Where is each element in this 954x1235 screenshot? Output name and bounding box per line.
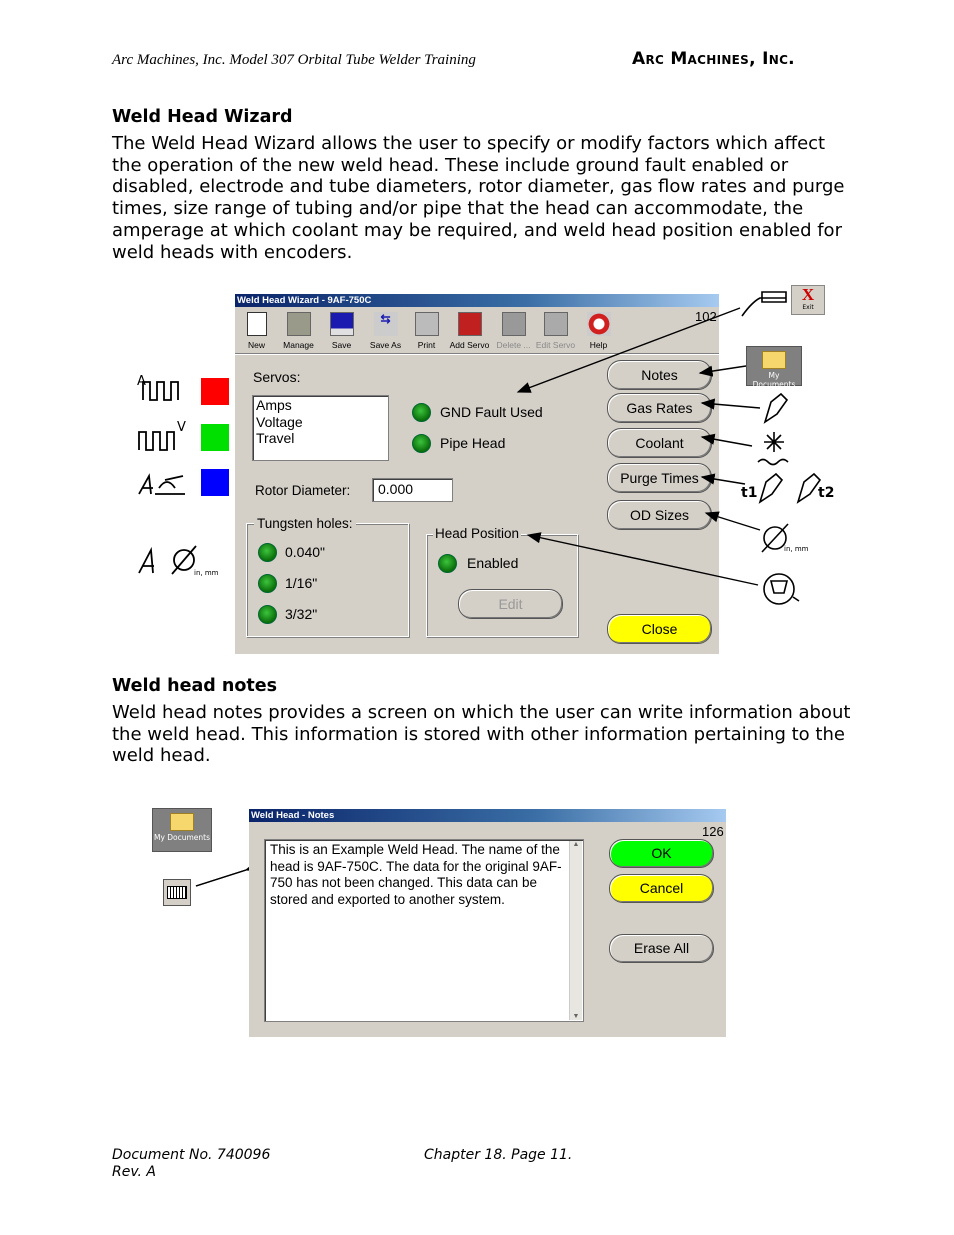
head-position-enabled-led[interactable] [438,554,457,573]
purge-times-button[interactable]: Purge Times [607,463,712,493]
volts-letter: V [177,420,186,435]
manage-icon [287,312,311,336]
gnd-fault-label: GND Fault Used [440,404,543,420]
tungsten-3-32-led[interactable] [258,605,277,624]
voltage-color-swatch [201,424,229,451]
edit-button[interactable]: Edit [458,589,563,619]
gas-nozzle-icon [765,394,787,422]
toolbar-delete-button[interactable]: Delete ... [491,310,536,350]
servo-item[interactable]: Amps [256,397,292,413]
amps-letter: A [137,374,146,389]
rotor-diameter-label: Rotor Diameter: [255,483,351,498]
head-position-group [426,534,578,637]
servo-item[interactable]: Travel [256,430,295,446]
t2-label: t2 [818,485,835,501]
toolbar-new-button[interactable]: New [234,310,279,350]
coolant-button[interactable]: Coolant [607,428,712,458]
tungsten-0040-label: 0.040" [285,544,326,560]
coolant-snowflake-icon [764,432,784,452]
toolbar-print-button[interactable]: Print [404,310,449,350]
notes-window-title: Weld Head - Notes [249,809,726,822]
head-position-label: Head Position [435,526,520,541]
notes-text: This is an Example Weld Head. The name of the head is 9AF-750C. The data for the original 9AF-750 has not been changed. This data can be stored and exported to another system. [270,842,562,907]
screen-number: 102 [695,309,717,324]
units-label: in, mm [194,569,219,577]
footer-page: Chapter 18. Page 11. [424,1147,573,1163]
my-documents-notes-icon: My Documents [152,808,212,852]
purge-t1-icon [760,474,782,502]
ground-fault-icon [742,292,786,316]
pipe-head-led[interactable] [412,434,431,453]
new-document-icon [247,312,267,336]
head-position-icon [764,574,794,604]
travel-torch-icon [139,476,153,494]
rotor-diameter-input[interactable]: 0.000 [372,478,453,502]
servos-label: Servos: [253,369,301,385]
erase-all-button[interactable]: Erase All [609,934,714,963]
volts-waveform-icon [139,432,174,450]
head-position-enabled-label: Enabled [467,555,519,571]
amps-waveform-icon [143,382,178,400]
gas-rates-button[interactable]: Gas Rates [607,393,712,423]
ok-button[interactable]: OK [609,839,714,868]
tungsten-1-16-label: 1/16" [285,575,318,591]
od-diameter-icon [764,527,786,549]
od-units-label: in, mm [784,545,809,553]
section-paragraph-notes: Weld head notes provides a screen on which the user can write information about the weld head. This information is stored with other information pertaining to the weld head. [112,702,851,767]
exit-icon: X Exit [791,285,825,315]
save-icon [330,312,354,336]
section-paragraph-wizard: The Weld Head Wizard allows the user to specify or modify factors which affect the operation of the new weld head. These include ground fault enabled or disabled, electrode and tube diameters, rotor diameter, gas flow rates and purge times, size range of tubing and/or pipe that the head can accommodate, the amperage at which coolant may be required, and weld head position enabled for weld heads with encoders. [112,133,845,263]
header-company: Arc Machines, Inc. [632,49,795,69]
footer-rev: Rev. A [112,1164,156,1180]
footer-doc-no: Document No. 740096 [112,1147,271,1163]
travel-turtle-icon [155,476,185,494]
printer-icon [415,312,439,336]
toolbar-edit-servo-button[interactable]: Edit Servo [533,310,578,350]
tungsten-holes-label: Tungsten holes: [254,516,356,531]
tungsten-1-16-led[interactable] [258,574,277,593]
section-heading-notes: Weld head notes [112,676,278,696]
toolbar-manage-button[interactable]: Manage [276,310,321,350]
notes-button[interactable]: Notes [607,360,712,390]
help-icon [587,312,611,336]
cancel-button[interactable]: Cancel [609,874,714,903]
servos-list[interactable] [252,395,389,461]
toolbar-help-button[interactable]: Help [576,310,621,350]
close-button[interactable]: Close [607,614,712,644]
servo-item[interactable]: Voltage [256,413,303,430]
travel-color-swatch [201,469,229,496]
save-as-icon: ⇆ [374,312,398,336]
weld-head-wizard-window [235,294,719,654]
pipe-head-label: Pipe Head [440,435,506,451]
keyboard-icon [163,879,191,906]
scroll-up-icon[interactable]: ▲ [572,841,580,848]
edit-servo-icon [544,312,568,336]
delete-servo-icon [502,312,526,336]
gnd-fault-led[interactable] [412,403,431,422]
notes-textarea[interactable] [264,839,584,1022]
notes-screen-number: 126 [702,824,724,839]
toolbar-save-button[interactable]: Save [319,310,364,350]
add-servo-icon [458,312,482,336]
amps-color-swatch [201,378,229,405]
toolbar-add-servo-button[interactable]: Add Servo [447,310,492,350]
weld-head-notes-window [249,809,726,1037]
tungsten-0040-led[interactable] [258,543,277,562]
t1-label: t1 [741,485,758,501]
header-left: Arc Machines, Inc. Model 307 Orbital Tube Welder Training [112,52,476,68]
my-documents-icon: My Documents [746,346,802,386]
od-sizes-button[interactable]: OD Sizes [607,500,712,530]
section-heading-wizard: Weld Head Wizard [112,107,293,127]
toolbar-divider [235,353,719,355]
window-title: Weld Head Wizard - 9AF-750C [235,294,719,307]
notes-scrollbar[interactable] [569,841,582,1020]
torch-icon [139,550,154,573]
toolbar-save-as-button[interactable]: ⇆ Save As [369,312,402,350]
scroll-down-icon[interactable]: ▼ [572,1013,580,1020]
purge-t2-icon [798,474,820,502]
coolant-wave-icon [758,460,788,465]
tungsten-3-32-label: 3/32" [285,606,318,622]
